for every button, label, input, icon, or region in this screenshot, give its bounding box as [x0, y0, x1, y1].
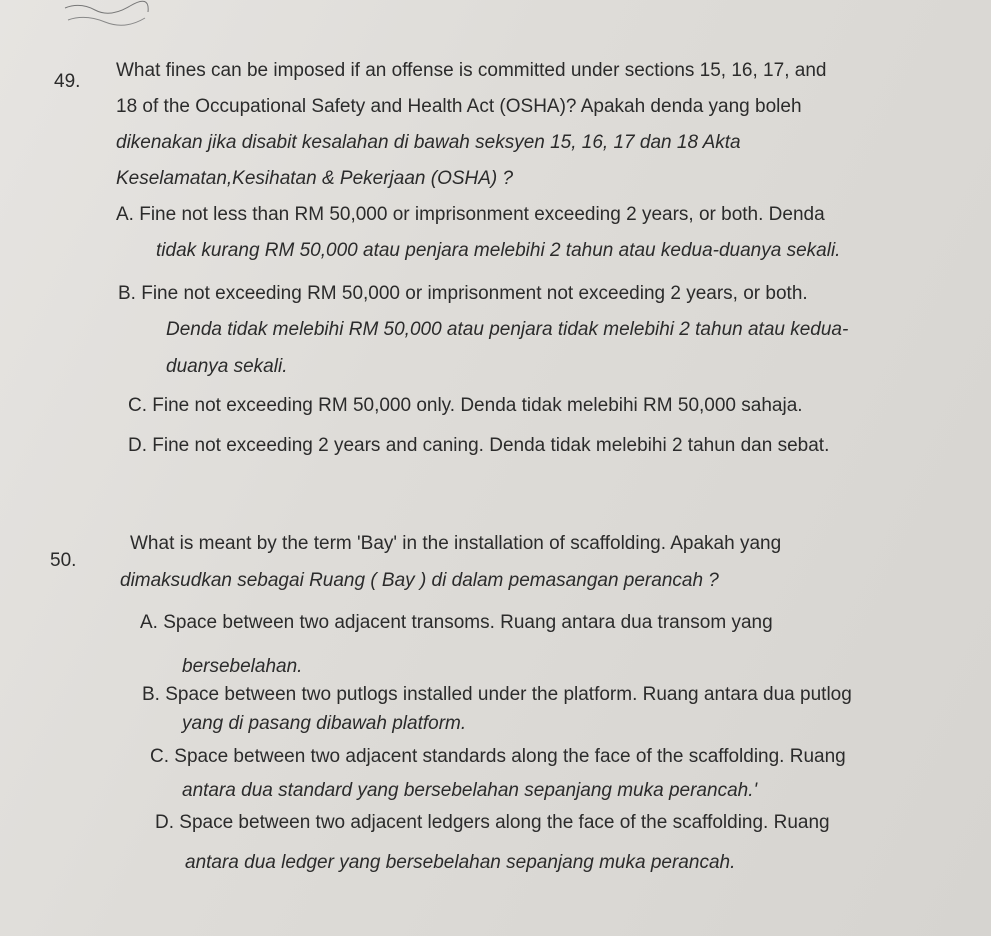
question-49-option-c: C. Fine not exceeding RM 50,000 only. Denda tidak melebihi RM 50,000 sahaja.: [128, 395, 803, 416]
question-50-stem-line-2: dimaksudkan sebagai Ruang ( Bay ) di dalam pemasangan perancah ?: [120, 570, 719, 591]
question-50-option-a-line-1: A. Space between two adjacent transoms. Ruang antara dua transom yang: [140, 612, 773, 633]
question-50-option-d-line-1: D. Space between two adjacent ledgers along the face of the scaffolding. Ruang: [155, 812, 830, 833]
question-50-number: 50.: [50, 550, 77, 571]
question-49-option-d: D. Fine not exceeding 2 years and caning. Denda tidak melebihi 2 tahun dan sebat.: [128, 435, 830, 456]
question-49-number: 49.: [54, 71, 81, 92]
question-50-option-b-line-2: yang di pasang dibawah platform.: [182, 713, 467, 734]
question-50-stem-line-1: What is meant by the term 'Bay' in the installation of scaffolding. Apakah yang: [130, 533, 782, 554]
question-49-option-a-line-2: tidak kurang RM 50,000 atau penjara melebihi 2 tahun atau kedua-duanya sekali.: [156, 240, 841, 261]
question-50-option-c-line-1: C. Space between two adjacent standards along the face of the scaffolding. Ruang: [150, 746, 846, 767]
question-49-option-b-line-2: Denda tidak melebihi RM 50,000 atau penjara tidak melebihi 2 tahun atau kedua-: [166, 319, 849, 340]
question-49-option-b-line-1: B. Fine not exceeding RM 50,000 or imprisonment not exceeding 2 years, or both.: [118, 283, 808, 304]
question-50-option-c-line-2: antara dua standard yang bersebelahan sepanjang muka perancah.': [182, 780, 758, 801]
question-49-option-b-line-3: duanya sekali.: [166, 356, 288, 377]
question-50-option-a-line-2: bersebelahan.: [182, 656, 303, 677]
question-49-stem-line-3: dikenakan jika disabit kesalahan di bawah seksyen 15, 16, 17 dan 18 Akta: [116, 132, 741, 153]
question-49-stem-line-1: What fines can be imposed if an offense is committed under sections 15, 16, 17, and: [116, 60, 827, 81]
question-49-stem-line-4: Keselamatan,Kesihatan & Pekerjaan (OSHA) ?: [116, 168, 514, 189]
question-50-option-d-line-2: antara dua ledger yang bersebelahan sepanjang muka perancah.: [185, 852, 736, 873]
handwritten-scribble: [60, 0, 150, 30]
question-49-option-a-line-1: A. Fine not less than RM 50,000 or imprisonment exceeding 2 years, or both. Denda: [116, 204, 825, 225]
question-50-option-b-line-1: B. Space between two putlogs installed under the platform. Ruang antara dua putlog: [142, 684, 852, 705]
question-49-stem-line-2: 18 of the Occupational Safety and Health Act (OSHA)? Apakah denda yang boleh: [116, 96, 802, 117]
